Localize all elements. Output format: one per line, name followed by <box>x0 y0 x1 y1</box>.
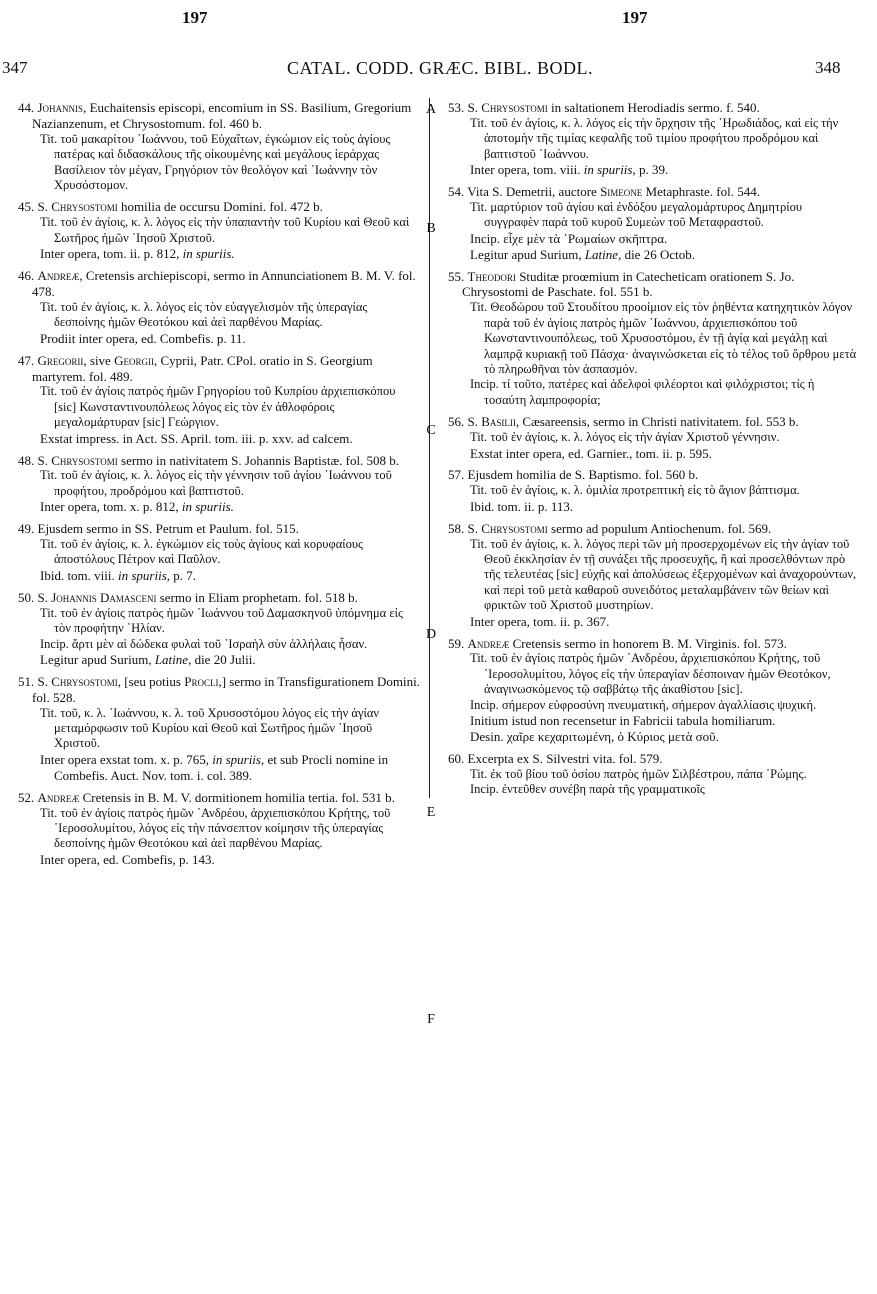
entry-greek-text <box>18 637 420 652</box>
text-run: Georgii <box>114 352 154 368</box>
catalog-entry <box>18 199 420 262</box>
text-run: Legitur apud Surium, <box>40 651 155 667</box>
text-run: Tit. τοῦ, κ. λ. ᾿Ιωάννου, κ. λ. τοῦ Χρυσοστόμου λόγος εἰς τὴν ἁγίαν μεταμόρφωσιν τοῦ Κυρίου καὶ Θεοῦ καὶ Σωτῆρος ἡμῶν ᾿Ιησοῦ Χριστοῦ. <box>40 705 380 751</box>
text-run: ,] sermo in Transfigurationem Domini. fol. 528. <box>32 673 420 705</box>
text-run: Exstat inter opera, ed. Garnier., tom. ii. p. 595. <box>470 445 712 461</box>
text-run: Incip. ἐντεῦθεν συνέβη παρὰ τῆς γραμματικοῖς <box>470 782 705 797</box>
entry-note <box>448 614 858 630</box>
entry-note <box>448 729 858 745</box>
text-run: Chrysostomi <box>481 100 548 115</box>
text-run: 48. S. <box>18 452 52 468</box>
entry-heading <box>18 674 420 706</box>
entry-greek-text <box>448 300 858 377</box>
text-run: 50. S. <box>18 589 52 605</box>
entry-greek-text <box>18 706 420 752</box>
catalog-entry <box>448 467 858 514</box>
text-run: Tit. τοῦ ἐν ἁγίοις πατρὸς ἡμῶν Γρηγορίου τοῦ Κυπρίου ἀρχιεπισκόπου [sic] Κωνσταντινουπόλεως λόγος εἰς τὸν ἐν ἀθλοφόροις μεγαλομάρτυραν [sic] Γεώργιον. <box>40 384 396 430</box>
text-run: Tit. μαρτύριον τοῦ ἁγίου καὶ ἐνδόξου μεγαλομάρτυρος Δημητρίου συγγραφὲν παρὰ τοῦ κυροῦ Συμεὼν τοῦ Μεταφραστοῦ. <box>470 199 803 230</box>
entry-heading <box>18 521 420 537</box>
text-run: Andreæ <box>37 268 80 284</box>
text-run: Inter opera, ed. Combefis, p. 143. <box>40 851 215 867</box>
entry-note <box>18 331 420 347</box>
text-run: Gregorii <box>37 352 84 368</box>
text-run: Andreæ <box>467 635 510 651</box>
text-run: Inter opera, tom. x. p. 812, <box>40 499 182 515</box>
text-run: Simeone <box>600 184 643 200</box>
column-divider <box>429 98 430 798</box>
text-run: Chrysostomi <box>481 520 548 536</box>
text-run: Incip. εἶχε μὲν τὰ ῾Ρωμαίων σκῆπτρα. <box>470 230 668 246</box>
entry-greek-text <box>448 483 858 498</box>
catalog-entry <box>448 269 858 409</box>
entry-heading <box>18 590 420 606</box>
entry-heading <box>448 467 858 483</box>
entry-greek-text <box>448 537 858 614</box>
signature-mark-left: 197 <box>182 8 208 27</box>
text-run: Inter opera, tom. viii. <box>470 162 584 178</box>
text-run: , Cyprii, Patr. CPol. oratio in S. Georgium martyrem. fol. 489. <box>32 352 373 384</box>
entry-greek-text <box>18 537 420 568</box>
text-run: sermo ad populum Antiochenum. fol. 569. <box>547 520 772 536</box>
text-run: Ibid. tom. ii. p. 113. <box>470 498 574 514</box>
text-run: Tit. τοῦ ἐν ἁγίοις, κ. λ. λόγος εἰς τὴν ἁγίαν Χριστοῦ γέννησιν. <box>470 430 780 445</box>
entry-heading <box>448 521 858 537</box>
text-run: , sive <box>83 352 115 368</box>
text-run: , et sub Procli nomine in Combefis. Auct. Nov. tom. i. col. 389. <box>54 751 389 783</box>
catalog-entry <box>18 790 420 868</box>
entry-heading <box>18 453 420 469</box>
text-run: Theodori <box>467 268 516 284</box>
page-number-left: 347 <box>2 58 28 77</box>
margin-letter-d: D <box>425 627 437 642</box>
entry-heading <box>448 269 858 301</box>
text-run: Inter opera exstat tom. x. p. 765, <box>40 751 213 767</box>
text-run: Johannis Damasceni <box>51 589 157 605</box>
text-run: Prodiit inter opera, ed. Combefis. p. 11. <box>40 330 246 346</box>
entry-heading <box>18 199 420 215</box>
catalog-entry <box>18 453 420 516</box>
entry-greek-text <box>448 782 858 797</box>
text-run: Tit. τοῦ ἐν ἁγίοις πατρὸς ἡμῶν ᾿Ιωάννου τοῦ Δαμασκηνοῦ ὑπόμνημα εἰς τὸν προφήτην ᾿Ηλίαν. <box>40 605 403 636</box>
page-number-right: 348 <box>815 58 841 77</box>
text-run: Latine <box>154 651 189 667</box>
entry-heading <box>18 353 420 385</box>
text-run: , die 20 Julii. <box>188 651 256 667</box>
entry-greek-text <box>18 215 420 246</box>
text-run: Tit. τοῦ ἐν ἁγίοις, κ. λ. λόγος εἰς τὴν ὑπαπαντὴν τοῦ Κυρίου καὶ Θεοῦ καὶ Σωτῆρος ἡμῶν ᾿Ιησοῦ Χριστοῦ. <box>40 215 410 245</box>
text-run: , Cæsareensis, sermo in Christi nativitatem. fol. 553 b. <box>515 414 799 430</box>
text-run: Tit. ἐκ τοῦ βίου τοῦ ὁσίου πατρὸς ἡμῶν Σιλβέστρου, πάπα ῾Ρώμης. <box>470 766 807 781</box>
entry-note <box>448 162 858 178</box>
text-run: Tit. Θεοδώρου τοῦ Στουδίτου προοίμιον εἰς τὸν ῥηθέντα κατηχητικὸν λόγον παρὰ τοῦ ἐν ἁγίοις πατρὸς ἡμῶν ᾿Ιωάννου, ἀρχιεπισκόπου τοῦ Κωνσταντινουπόλεως, τοῦ Χρυσοστόμου, ἐν τῇ ἁγίᾳ καὶ μεγάλῃ καὶ λαμπρᾷ κυριακῇ τοῦ Πάσχα· ἀναγινώσκεται εἰς τὸ τέλος τοῦ ὄρθρου μετὰ τὸ πληρωθῆναι τὸν ἀσπασμόν. <box>470 300 857 376</box>
entry-greek-text <box>448 698 858 713</box>
entry-heading <box>18 790 420 806</box>
entry-heading <box>18 268 420 300</box>
catalog-entry <box>18 521 420 584</box>
text-run: in spuriis <box>583 162 633 178</box>
entry-note <box>18 499 420 515</box>
entry-greek-text <box>18 300 420 331</box>
entry-heading <box>448 751 858 767</box>
text-run: Incip. τί τοῦτο, πατέρες καὶ ἀδελφοὶ φιλέορτοι καὶ φιλόχριστοι; τίς ἡ τοσαύτη λαμπροφορία; <box>470 377 815 407</box>
catalog-entry <box>18 674 420 784</box>
text-run: 46. <box>18 268 38 284</box>
entry-note <box>18 852 420 868</box>
text-run: Tit. τοῦ ἐν ἁγίοις, κ. λ. λόγος εἰς τὴν ὄρχησιν τῆς ῾Ηρωδιάδος, καὶ εἰς τὴν ἀποτομὴν τῆς τιμίας κεφαλῆς τοῦ τιμίου προφήτου προδρόμου καὶ βαπτιστοῦ ᾿Ιωάννου. <box>470 115 839 161</box>
entry-greek-text <box>448 200 858 231</box>
text-run: Cretensis in B. M. V. dormitionem homilia tertia. fol. 531 b. <box>79 789 395 805</box>
text-run: Exstat impress. in Act. SS. April. tom. iii. p. xxv. ad calcem. <box>40 430 353 446</box>
text-run: 44. <box>18 100 38 115</box>
text-run: Studitæ proœmium in Catecheticam orationem S. Jo. Chrysostomi de Paschate. fol. 551 b. <box>462 268 795 300</box>
text-run: 60. Excerpta ex S. Silvestri vita. fol. 579. <box>448 750 663 766</box>
text-run: Inter opera, tom. ii. p. 812, <box>40 246 183 262</box>
margin-letter-b: B <box>426 221 436 236</box>
text-run: , Euchaitensis episcopi, encomium in SS. Basilium, Gregorium Nazianzenum, et Chrysostomum. fol. 460 b. <box>32 100 412 131</box>
entry-heading <box>448 414 858 430</box>
text-run: Chrysostomi <box>51 199 118 215</box>
signature-mark-right: 197 <box>622 8 648 27</box>
catalog-entry <box>448 751 858 798</box>
text-run: Legitur apud Surium, <box>470 246 585 262</box>
text-run: sermo in Eliam prophetam. fol. 518 b. <box>156 589 358 605</box>
text-run: Latine <box>584 246 619 262</box>
text-run: 55. <box>448 268 468 284</box>
catalog-entry <box>18 268 420 347</box>
entry-greek-text <box>18 132 420 194</box>
left-column <box>18 100 420 874</box>
text-run: Initium istud non recensetur in Fabricii tabula homiliarum. <box>470 713 776 729</box>
text-run: 54. Vita S. Demetrii, auctore <box>448 184 601 200</box>
entry-greek-text <box>448 377 858 408</box>
text-run: 47. <box>18 352 38 368</box>
entry-greek-text <box>18 468 420 499</box>
text-run: 51. S. <box>18 673 52 689</box>
text-run: , p. 39. <box>632 162 669 178</box>
text-run: , [seu potius <box>117 673 185 689</box>
right-column <box>448 100 858 804</box>
catalog-entry <box>18 590 420 668</box>
text-run: in spuriis. <box>181 499 234 515</box>
text-run: 49. Ejusdem sermo in SS. Petrum et Paulum. fol. 515. <box>18 521 299 537</box>
entry-note <box>18 652 420 668</box>
text-run: , Cretensis archiepiscopi, sermo in Annunciationem B. M. V. fol. 478. <box>32 268 416 299</box>
text-run: 57. Ejusdem homilia de S. Baptismo. fol. 560 b. <box>448 467 699 483</box>
text-run: Basilii <box>481 414 516 430</box>
text-run: Tit. τοῦ μακαρίτου ᾿Ιωάννου, τοῦ Εὐχαΐτων, ἐγκώμιον εἰς τοὺς ἁγίους πατέρας καὶ διδασκάλους τῆς οἰκουμένης καὶ μεγάλους ἱεράρχας Βασίλειον τὸν μέγαν, Γρηγόριον τὸν θεολόγον καὶ ᾿Ιωάννην τὸν Χρυσόστομον. <box>40 131 391 193</box>
catalog-entry <box>18 100 420 193</box>
catalog-entry <box>448 184 858 263</box>
running-title: CATAL. CODD. GRÆC. BIBL. BODL. <box>286 58 594 78</box>
entry-greek-text <box>448 651 858 697</box>
text-run: Cretensis sermo in honorem B. M. Virginis. fol. 573. <box>509 635 787 651</box>
entry-note <box>448 231 858 247</box>
entry-note <box>448 446 858 462</box>
text-run: Incip. σήμερον εὐφροσύνη πνευματική, σήμερον ἀγαλλίασις ψυχική. <box>470 697 817 712</box>
entry-greek-text <box>18 806 420 852</box>
margin-letter-a: A <box>425 102 437 117</box>
text-run: Chrysostomi <box>51 673 118 689</box>
text-run: homilia de occursu Domini. fol. 472 b. <box>117 199 323 215</box>
text-run: Johannis <box>37 100 84 115</box>
text-run: Tit. τοῦ ἐν ἁγίοις, κ. λ. ἐγκώμιον εἰς τοὺς ἁγίους καὶ κορυφαίους ἀποστόλους Πέτρον καὶ Παῦλον. <box>40 537 364 567</box>
text-run: 53. S. <box>448 100 482 115</box>
text-run: Tit. τοῦ ἐν ἁγίοις, κ. λ. λόγος εἰς τὴν γέννησιν τοῦ ἁγίου ᾿Ιωάννου τοῦ προφήτου, προδρόμου καὶ βαπτιστοῦ. <box>40 468 392 498</box>
entry-heading <box>448 636 858 652</box>
entry-heading <box>448 184 858 200</box>
entry-note <box>18 752 420 784</box>
catalog-entry <box>448 100 858 178</box>
entry-greek-text <box>18 384 420 430</box>
text-run: Incip. ἄρτι μὲν αἱ δώδεκα φυλαὶ τοῦ ᾿Ισραὴλ σὺν ἀλλήλαις ἦσαν. <box>40 636 368 651</box>
entry-greek-text <box>448 430 858 445</box>
entry-greek-text <box>448 767 858 782</box>
text-run: Ibid. tom. viii. <box>40 567 118 583</box>
entry-note <box>448 247 858 263</box>
entry-note <box>448 713 858 729</box>
entry-greek-text <box>18 606 420 637</box>
text-run: Andreæ <box>37 789 80 805</box>
text-run: Tit. τοῦ ἐν ἁγίοις πατρὸς ἡμῶν ᾿Ανδρέου, ἀρχιεπισκόπου Κρήτης, τοῦ ῾Ιεροσολυμίτου, λόγος εἰς τὴν ὑπεραγίαν δέσποιναν ἡμῶν Θεοτόκον, ἀναγινωσκόμενος τῷ σαββάτῳ τῆς ἀκαθίστου [sic]. <box>470 651 831 697</box>
catalog-entry <box>448 636 858 745</box>
text-run: , p. 7. <box>166 567 197 583</box>
entry-note <box>18 431 420 447</box>
running-header <box>0 58 877 88</box>
text-run: Desin. χαῖρε κεχαριτωμένη, ὁ Κύριος μετὰ σοῦ. <box>470 728 719 744</box>
text-run: Tit. τοῦ ἐν ἁγίοις, κ. λ. ὁμιλία προτρεπτικὴ εἰς τὸ ἅγιον βάπτισμα. <box>470 483 800 498</box>
text-run: Tit. τοῦ ἐν ἁγίοις, κ. λ. λόγος περὶ τῶν μὴ προσερχομένων εἰς τὴν ἁγίαν τοῦ Θεοῦ ἐκκλησίαν ἐν τῇ συνάξει τῆς προσευχῆς, ἢ καὶ προσελθόντων πρὸ τῆς τελευτέας [sic] εὐχῆς καὶ ἀπολύσεως ἐξερχομένων καὶ ἀναχορούντων, καὶ περὶ τοῦ μετὰ καθαροῦ συνειδότος μεταλαμβάνειν τῶν θείων καὶ φρικτῶν τοῦ Χριστοῦ μυστηρίων. <box>470 536 857 613</box>
entry-note <box>18 246 420 262</box>
text-run: 56. S. <box>448 414 482 430</box>
margin-letter-c: C <box>426 423 436 438</box>
text-run: in saltationem Herodiadis sermo. f. 540. <box>547 100 760 115</box>
text-run: Chrysostomi <box>51 452 118 468</box>
catalog-entry <box>448 414 858 461</box>
text-run: 52. <box>18 789 38 805</box>
margin-letter-e: E <box>426 805 436 820</box>
text-run: sermo in nativitatem S. Johannis Baptistæ. fol. 508 b. <box>117 452 400 468</box>
text-run: Procli <box>184 673 219 689</box>
text-run: in spuriis. <box>182 246 235 262</box>
text-run: 59. <box>448 635 468 651</box>
entry-greek-text <box>448 116 858 162</box>
entry-note <box>18 568 420 584</box>
text-run: Metaphraste. fol. 544. <box>642 184 760 200</box>
text-run: 45. S. <box>18 199 52 215</box>
entry-heading <box>18 100 420 132</box>
text-run: Tit. τοῦ ἐν ἁγίοις πατρὸς ἡμῶν ᾿Ανδρέου, ἀρχιεπισκόπου Κρήτης, τοῦ ῾Ιεροσολυμίτου, λόγος εἰς τὴν πάνσεπτον κοίμησιν τῆς ὑπεραγίας δεσποίνης ἡμῶν Θεοτόκου καὶ ἀεὶ παρθένου Μαρίας. <box>40 805 391 851</box>
margin-letter-f: F <box>427 1012 435 1027</box>
catalog-entry <box>18 353 420 447</box>
text-run: in spuriis <box>118 567 167 583</box>
entry-heading <box>448 100 858 116</box>
entry-note <box>448 499 858 515</box>
catalog-entry <box>448 521 858 630</box>
text-run: Inter opera, tom. ii. p. 367. <box>470 613 610 629</box>
text-run: 58. S. <box>448 520 482 536</box>
text-run: Tit. τοῦ ἐν ἁγίοις, κ. λ. λόγος εἰς τὸν εὐαγγελισμὸν τῆς ὑπεραγίας δεσποίνης ἡμῶν Θεοτόκου καὶ ἀεὶ παρθένου Μαρίας. <box>40 299 368 330</box>
text-run: , die 26 Octob. <box>618 246 695 262</box>
text-run: in spuriis <box>212 751 261 767</box>
